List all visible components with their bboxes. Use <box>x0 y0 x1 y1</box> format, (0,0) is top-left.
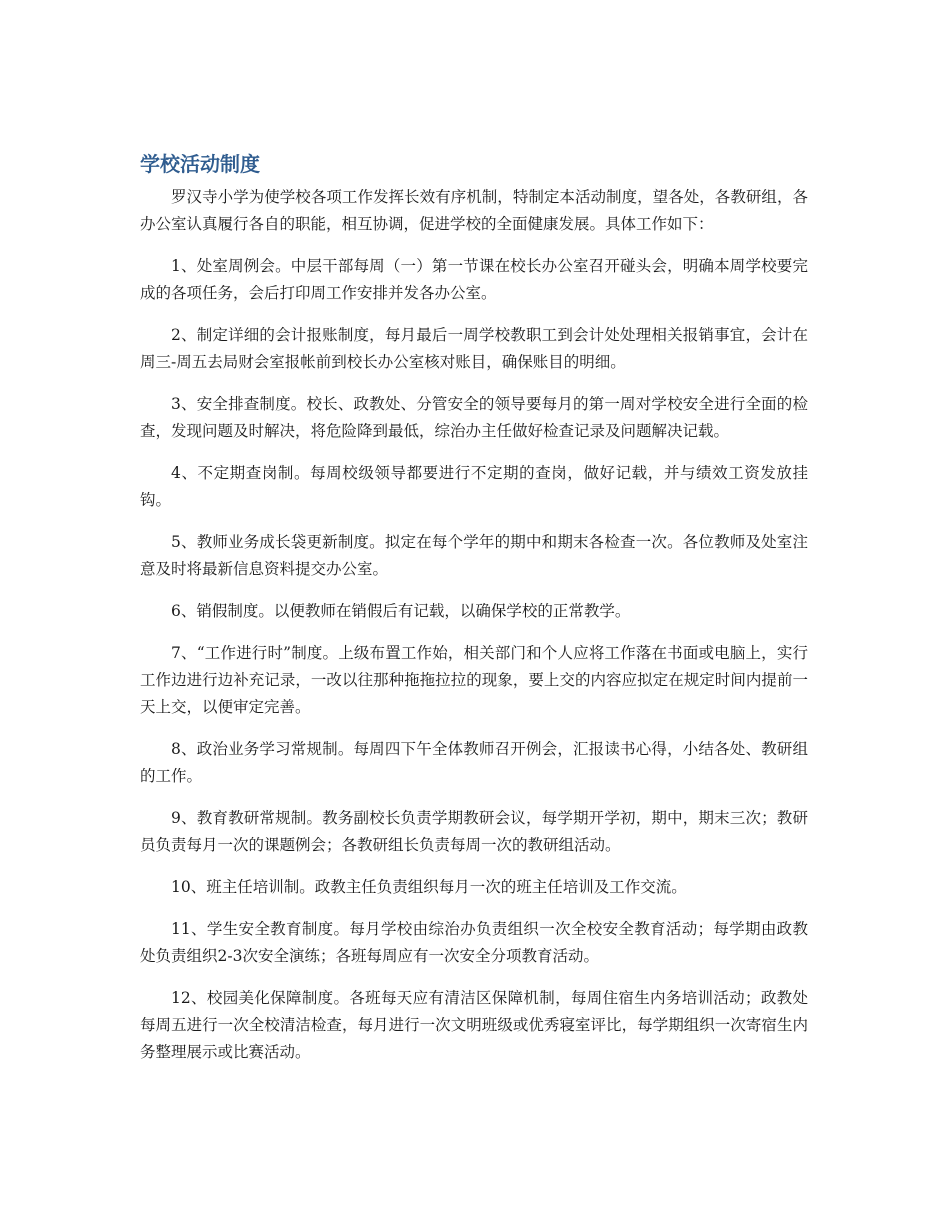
rule-item-8: 8、政治业务学习常规制。每周四下午全体教师召开例会，汇报读书心得，小结各处、教研组的工作。 <box>140 740 808 785</box>
rule-item-2: 2、制定详细的会计报账制度，每月最后一周学校教职工到会计处处理相关报销事宜，会计在周三-周五去局财会室报帐前到校长办公室核对账目，确保账目的明细。 <box>140 326 808 371</box>
rule-item-4: 4、不定期查岗制。每周校级领导都要进行不定期的查岗，做好记载，并与绩效工资发放挂钩。 <box>140 464 808 509</box>
rule-item-5: 5、教师业务成长袋更新制度。拟定在每个学年的期中和期末各检查一次。各位教师及处室注意及时将最新信息资料提交办公室。 <box>140 533 808 578</box>
rule-item-1: 1、处室周例会。中层干部每周（一）第一节课在校长办公室召开碰头会，明确本周学校要完成的各项任务，会后打印周工作安排并发各办公室。 <box>140 257 808 302</box>
intro-paragraph: 罗汉寺小学为使学校各项工作发挥长效有序机制，特制定本活动制度，望各处，各教研组，各办公室认真履行各自的职能，相互协调，促进学校的全面健康发展。具体工作如下： <box>140 188 808 233</box>
rule-item-3: 3、安全排查制度。校长、政教处、分管安全的领导要每月的第一周对学校安全进行全面的检查，发现问题及时解决，将危险降到最低，综治办主任做好检查记录及问题解决记载。 <box>140 395 808 440</box>
rule-item-7: 7、“工作进行时”制度。上级布置工作始，相关部门和个人应将工作落在书面或电脑上，实行工作边进行边补充记录，一改以往那种拖拖拉拉的现象，要上交的内容应拟定在规定时间内提前一天上交，以便审定完善。 <box>140 644 808 716</box>
rule-item-9: 9、教育教研常规制。教务副校长负责学期教研会议，每学期开学初，期中，期末三次；教研员负责每月一次的课题例会；各教研组长负责每周一次的教研组活动。 <box>140 809 808 854</box>
rule-item-12: 12、校园美化保障制度。各班每天应有清洁区保障机制，每周住宿生内务培训活动；政教处每周五进行一次全校清洁检查，每月进行一次文明班级或优秀寝室评比，每学期组织一次寄宿生内务整理展示或比赛活动。 <box>140 989 808 1061</box>
rule-item-10: 10、班主任培训制。政教主任负责组织每月一次的班主任培训及工作交流。 <box>171 878 687 896</box>
rules-list <box>140 253 808 1066</box>
document-page <box>140 148 808 1066</box>
rule-item-6: 6、销假制度。以便教师在销假后有记载，以确保学校的正常教学。 <box>171 602 631 620</box>
page-title: 学校活动制度 <box>140 152 260 176</box>
rule-item-11: 11、学生安全教育制度。每月学校由综治办负责组织一次全校安全教育活动；每学期由政教处负责组织2-3次安全演练；各班每周应有一次安全分项教育活动。 <box>140 920 808 965</box>
